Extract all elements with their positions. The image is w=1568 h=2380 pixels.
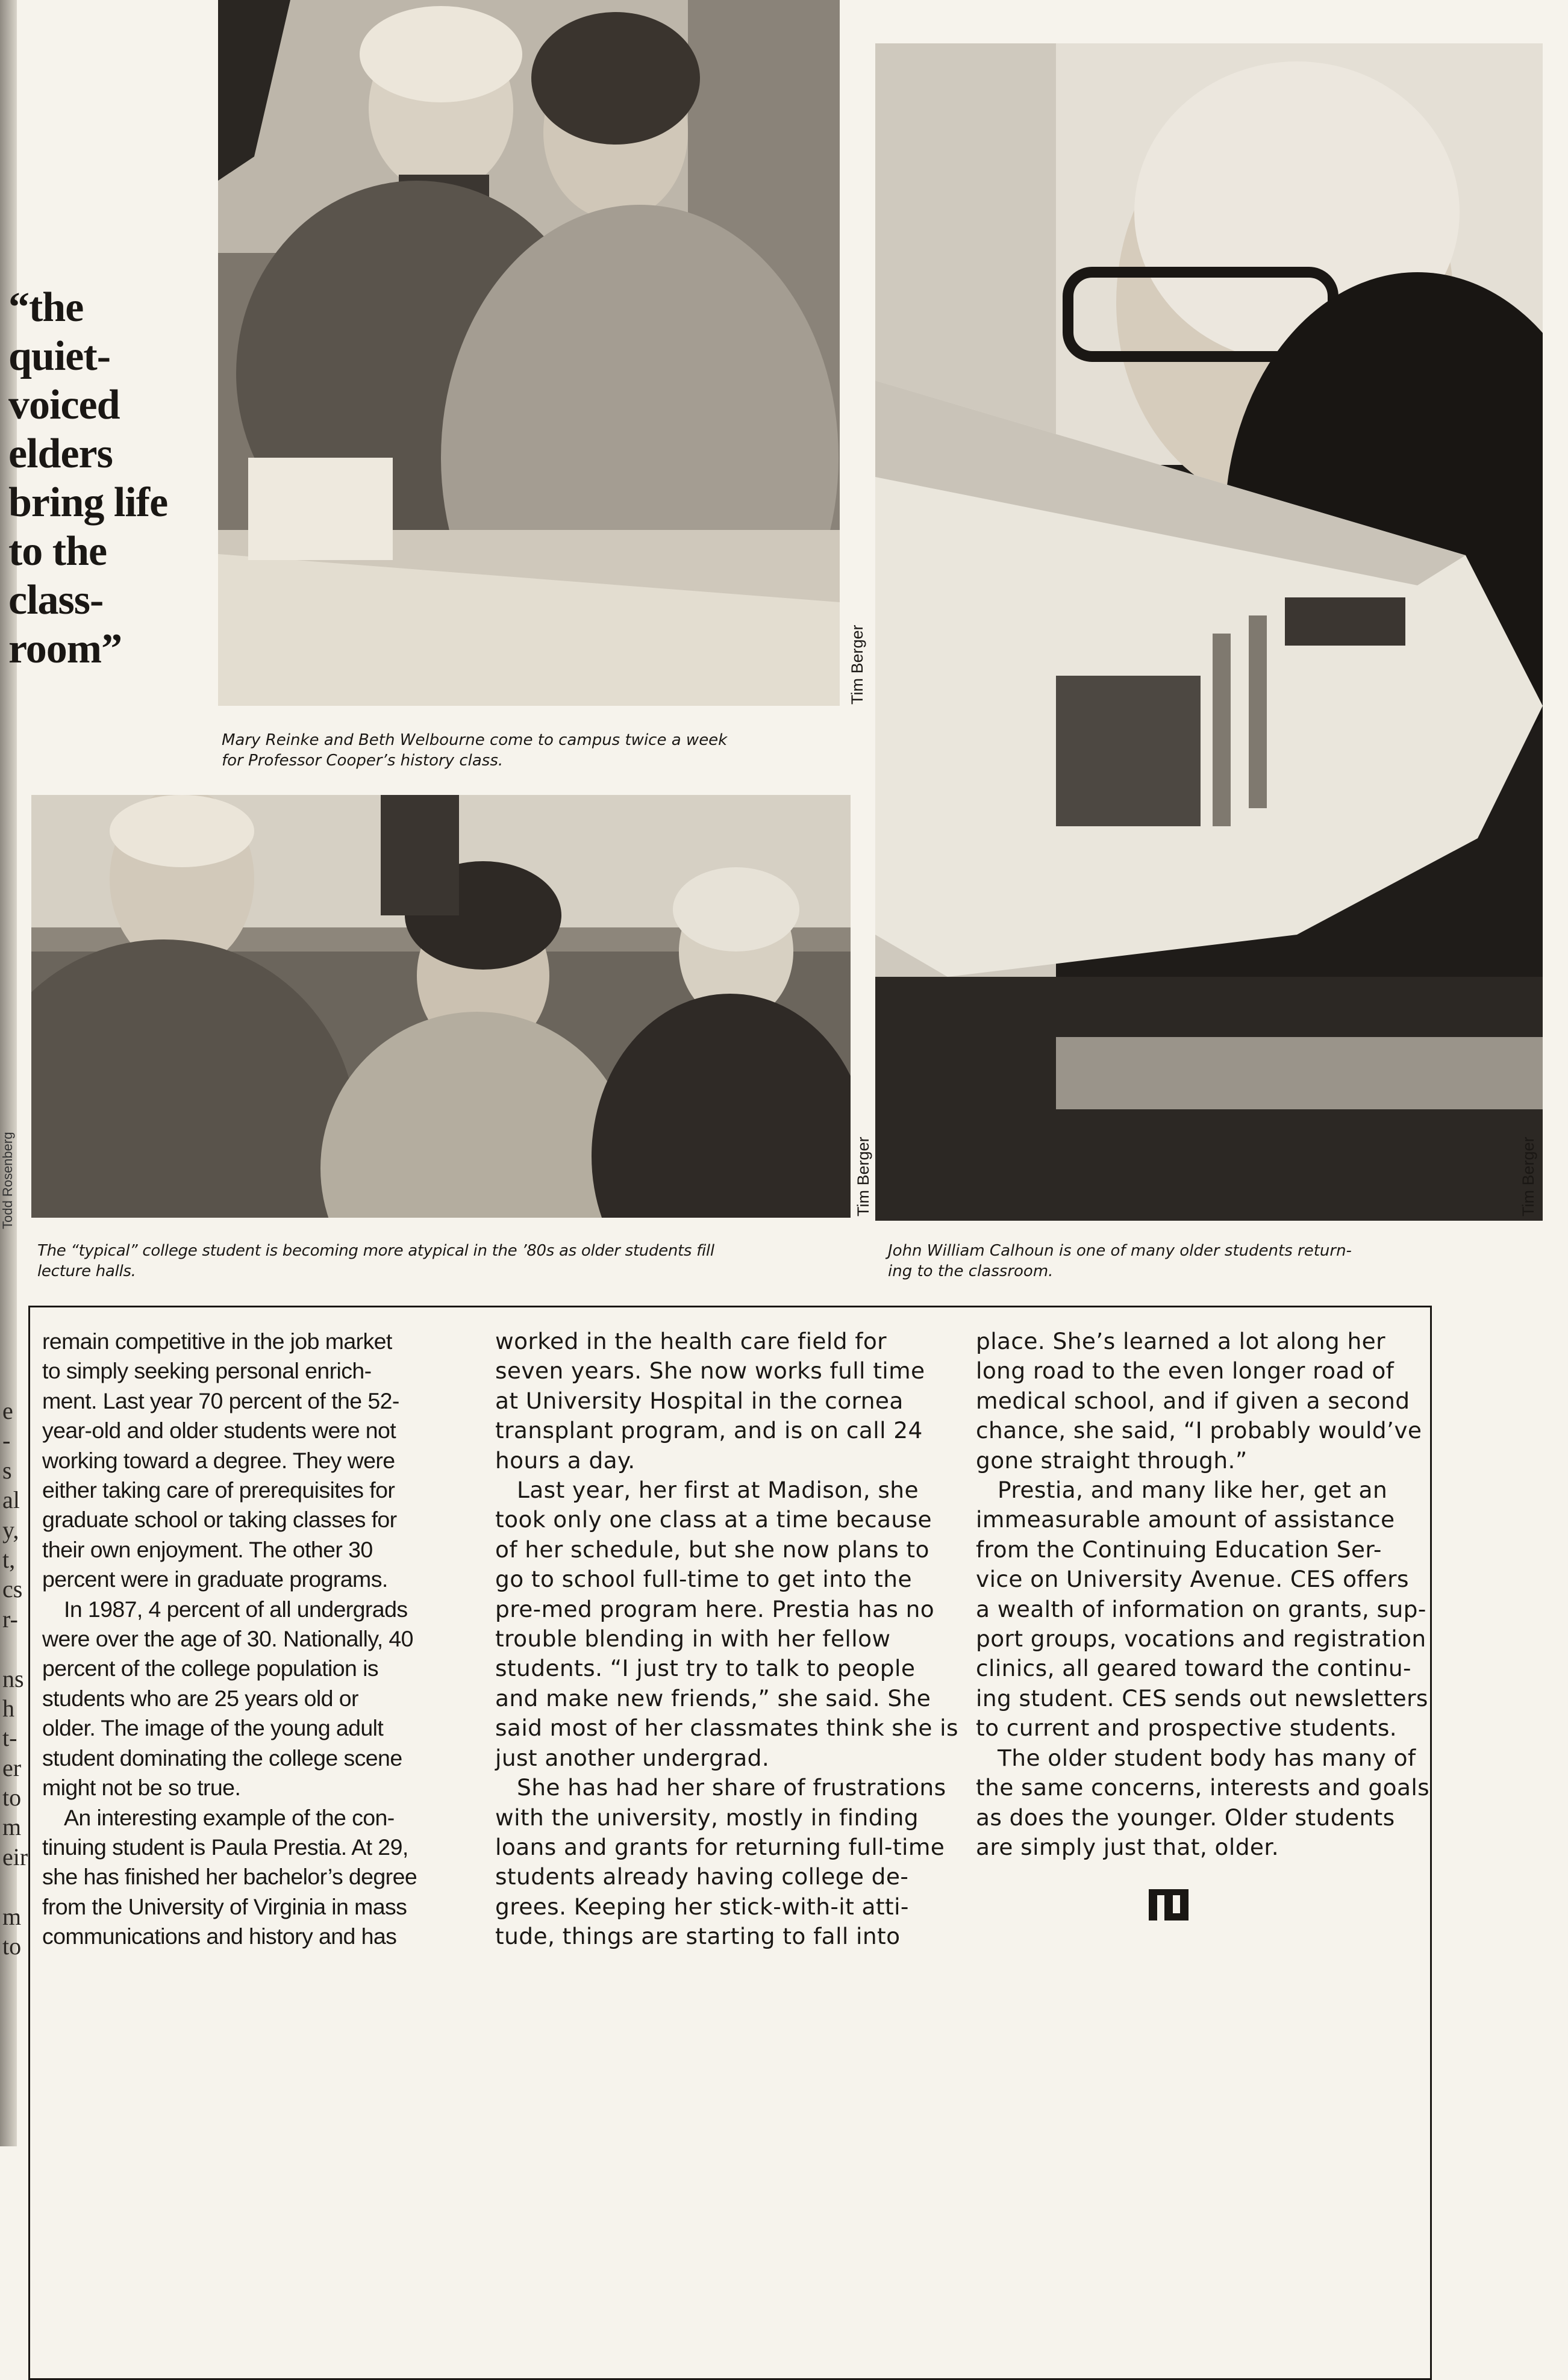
text-line: students already having college de-	[495, 1863, 909, 1890]
pull-quote	[8, 283, 207, 673]
text-line: to current and prospective students.	[976, 1715, 1398, 1742]
text-line: go to school full-time to get into the	[495, 1566, 912, 1593]
text-line: tinuing student is Paula Prestia. At 29,	[42, 1834, 408, 1860]
article-column-1	[42, 1327, 469, 1952]
text-line: were over the age of 30. Nationally, 40	[42, 1626, 413, 1652]
text-line: hours a day.	[495, 1447, 636, 1474]
pull-quote-line: class-	[8, 577, 104, 623]
text-line: grees. Keeping her stick-with-it atti-	[495, 1893, 909, 1920]
pull-quote-line: to the	[8, 528, 107, 575]
text-line: immeasurable amount of assistance	[976, 1506, 1395, 1533]
fragment-line: er	[2, 1754, 22, 1781]
caption-line: ing to the classroom.	[888, 1262, 1054, 1280]
text-line: clinics, all geared toward the continu-	[976, 1655, 1411, 1682]
fragment-line: -	[2, 1427, 11, 1454]
text-line: trouble blending in with her fellow	[495, 1625, 891, 1653]
fragment-line: r-	[2, 1605, 18, 1633]
text-line: student dominating the college scene	[42, 1745, 402, 1771]
fragment-line: m	[2, 1902, 22, 1930]
photo-credit-right: Tim Berger	[1519, 1136, 1537, 1216]
article-column-3	[976, 1327, 1430, 1862]
photo-man-reading-newspaper	[875, 43, 1543, 1221]
photo-three-older-students	[31, 795, 851, 1218]
end-mark-logo-icon	[1148, 1887, 1190, 1923]
text-line: students. “I just try to talk to people	[495, 1655, 916, 1682]
text-line: and make new friends,” she said. She	[495, 1684, 931, 1712]
text-line: graduate school or taking classes for	[42, 1507, 397, 1533]
caption-top-left	[222, 730, 860, 771]
text-line: their own enjoyment. The other 30	[42, 1536, 373, 1562]
text-line: said most of her classmates think she is	[495, 1715, 958, 1742]
caption-line: Mary Reinke and Beth Welbourne come to campus twice a week	[222, 731, 728, 749]
text-line: tude, things are starting to fall into	[495, 1923, 901, 1950]
fragment-line: to	[2, 1933, 22, 1960]
caption-bottom-left	[37, 1241, 881, 1282]
text-line: with the university, mostly in finding	[495, 1804, 919, 1831]
facing-page-photo-credit: Todd Rosenberg	[0, 1132, 15, 1229]
pull-quote-line: bring life	[8, 479, 168, 526]
pull-quote-line: room”	[8, 626, 122, 672]
text-line: port groups, vocations and registration	[976, 1625, 1426, 1653]
text-line: vice on University Avenue. CES offers	[976, 1566, 1409, 1593]
photo-credit-bottom-left: Tim Berger	[854, 1136, 872, 1216]
fragment-line: y,	[2, 1516, 19, 1544]
text-line: place. She’s learned a lot along her	[976, 1328, 1385, 1354]
fragment-line: to	[2, 1784, 22, 1811]
text-line: Prestia, and many like her, get an	[998, 1477, 1388, 1504]
text-line: at University Hospital in the cornea	[495, 1387, 904, 1414]
text-line: loans and grants for returning full-time	[495, 1833, 945, 1860]
text-line: she has finished her bachelor’s degree	[42, 1864, 417, 1890]
text-line: took only one class at a time because	[495, 1506, 932, 1533]
text-line: medical school, and if given a second	[976, 1387, 1410, 1414]
text-line: percent were in graduate programs.	[42, 1566, 388, 1592]
text-line: of her schedule, but she now plans to	[495, 1536, 929, 1563]
text-line: as does the younger. Older students	[976, 1804, 1395, 1831]
pull-quote-line: elders	[8, 431, 113, 477]
text-line: pre-med program here. Prestia has no	[495, 1595, 935, 1622]
pull-quote-line: voiced	[8, 382, 120, 428]
text-line: are simply just that, older.	[976, 1833, 1279, 1860]
photo-newspaper-reader-illustration	[875, 43, 1543, 1221]
caption-line: lecture halls.	[37, 1262, 136, 1280]
pull-quote-line: quiet-	[8, 333, 110, 379]
text-line: long road to the even longer road of	[976, 1357, 1395, 1385]
text-line: An interesting example of the con-	[64, 1804, 395, 1830]
fragment-line: ns	[2, 1665, 24, 1692]
text-line: the same concerns, interests and goals	[976, 1774, 1430, 1801]
caption-line: for Professor Cooper’s history class.	[222, 752, 504, 770]
caption-right	[888, 1241, 1526, 1282]
text-line: transplant program, and is on call 24	[495, 1417, 923, 1444]
text-line: just another undergrad.	[495, 1744, 770, 1771]
text-line: older. The image of the young adult	[42, 1715, 384, 1741]
caption-line: John William Calhoun is one of many older students return-	[888, 1242, 1352, 1260]
text-line: gone straight through.”	[976, 1447, 1248, 1474]
caption-line: The “typical” college student is becoming more atypical in the ’80s as older students fill	[37, 1242, 714, 1260]
fragment-line: h	[2, 1694, 14, 1722]
text-line: Last year, her first at Madison, she	[517, 1477, 919, 1504]
text-line: might not be so true.	[42, 1775, 241, 1801]
fragment-line	[2, 1872, 27, 1901]
photo-two-women-in-class	[218, 0, 840, 706]
fragment-line: m	[2, 1813, 22, 1841]
text-line: year-old and older students were not	[42, 1418, 396, 1444]
text-line: ment. Last year 70 percent of the 52-	[42, 1388, 399, 1413]
fragment-line: eir	[2, 1843, 28, 1871]
text-line: The older student body has many of	[998, 1744, 1416, 1771]
text-line: worked in the health care field for	[495, 1328, 887, 1354]
text-line: In 1987, 4 percent of all undergrads	[64, 1596, 408, 1622]
fragment-line	[2, 1634, 27, 1663]
text-line: from the University of Virginia in mass	[42, 1893, 407, 1919]
text-line: from the Continuing Education Ser-	[976, 1536, 1382, 1563]
fragment-line: al	[2, 1486, 20, 1514]
facing-page-text-fragments	[2, 1396, 27, 1961]
text-line: chance, she said, “I probably would’ve	[976, 1417, 1422, 1444]
photo-two-women-illustration	[218, 0, 840, 706]
fragment-line: s	[2, 1456, 12, 1484]
pull-quote-line: “the	[8, 284, 84, 331]
fragment-line: t,	[2, 1545, 16, 1573]
text-line: ing student. CES sends out newsletters	[976, 1684, 1428, 1712]
text-line: remain competitive in the job market	[42, 1329, 392, 1354]
end-mark-glyph	[1148, 1887, 1190, 1923]
fragment-line: t-	[2, 1724, 17, 1752]
photo-credit-top-left: Tim Berger	[848, 625, 866, 705]
text-line: communications and history and has	[42, 1924, 397, 1949]
text-line: a wealth of information on grants, sup-	[976, 1595, 1426, 1622]
text-line: percent of the college population is	[42, 1656, 378, 1681]
text-line: seven years. She now works full time	[495, 1357, 925, 1385]
article-column-2	[495, 1327, 958, 1952]
fragment-line: cs	[2, 1575, 23, 1603]
text-line: students who are 25 years old or	[42, 1685, 358, 1711]
text-line: either taking care of prerequisites for	[42, 1477, 395, 1503]
fragment-line: e	[2, 1397, 13, 1424]
text-line: She has had her share of frustrations	[517, 1774, 946, 1801]
photo-three-students-illustration	[31, 795, 851, 1218]
text-line: to simply seeking personal enrich-	[42, 1358, 372, 1384]
text-line: working toward a degree. They were	[42, 1447, 395, 1473]
